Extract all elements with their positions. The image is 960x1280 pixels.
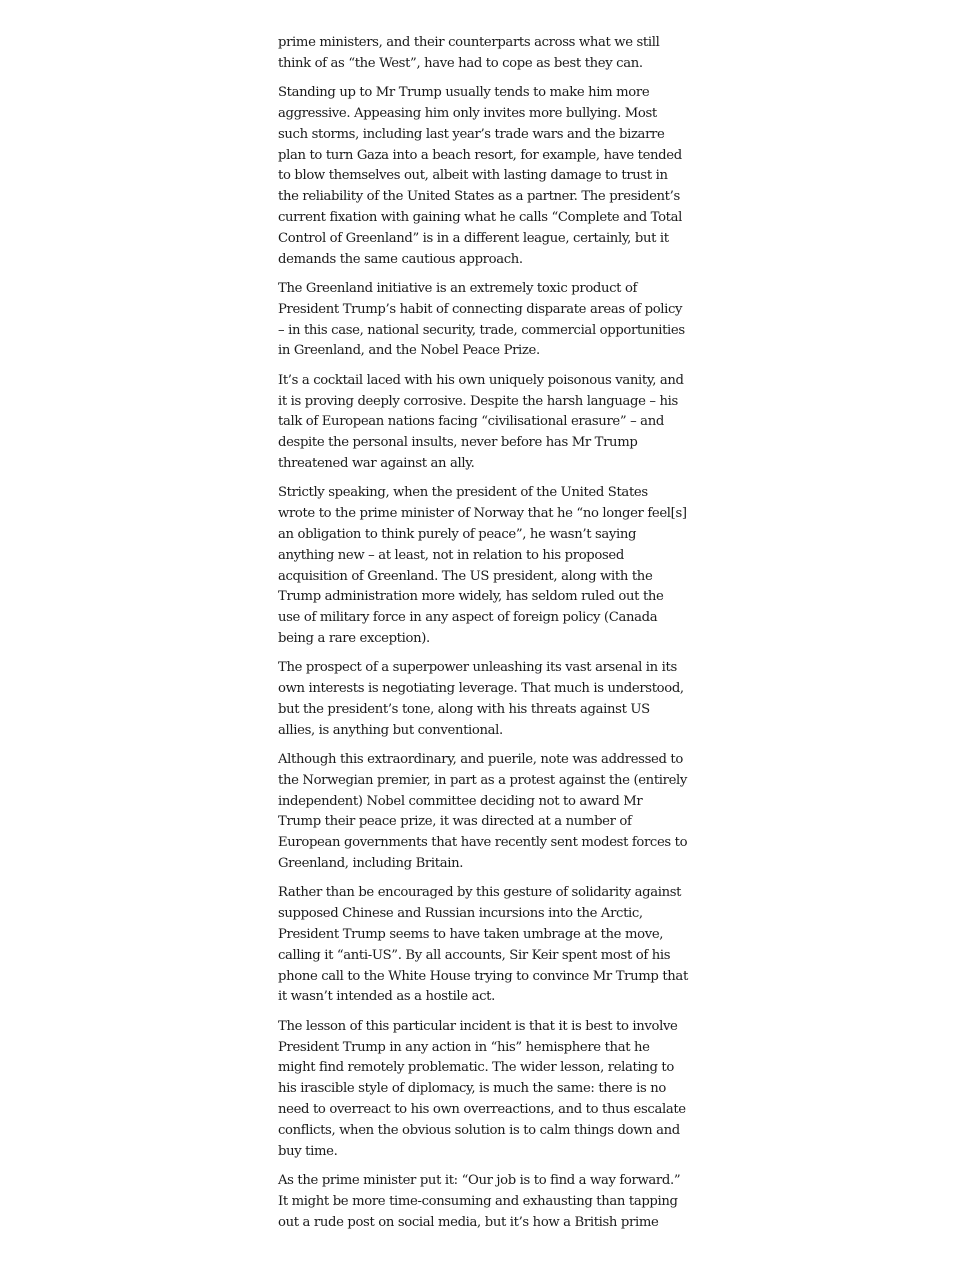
- article-paragraph: It’s a cocktail laced with his own uniquely poisonous vanity, and it is proving deeply corrosive. Despite the harsh language – his talk of European nations facing “civilisational erasure” – and despite the personal insults, never before has Mr Trump threatened war against an ally.: [278, 372, 684, 471]
- article-paragraph: Rather than be encouraged by this gesture of solidarity against supposed Chinese and Russian incursions into the Arctic, President Trump seems to have taken umbrage at the move, calling it “anti-US”. By all accounts, Sir Keir spent most of his phone call to the White House trying to convince Mr Trump that it wasn’t intended as a hostile act.: [278, 885, 688, 1005]
- article-paragraph: Strictly speaking, when the president of the United States wrote to the prime minister of Norway that he “no longer feel[s] an obligation to think purely of peace”, he wasn’t saying anything new – at least, not in relation to his proposed acquisition of Greenland. The US president, along with the Trump administration more widely, has seldom ruled out the use of military force in any aspect of foreign policy (Canada being a rare exception).: [278, 485, 687, 646]
- article-paragraph: Standing up to Mr Trump usually tends to make him more aggressive. Appeasing him only invites more bullying. Most such storms, including last year’s trade wars and the bizarre plan to turn Gaza into a beach resort, for example, have tended to blow themselves out, albeit with lasting damage to trust in the reliability of the United States as a partner. The president’s current fixation with gaining what he calls “Complete and Total Control of Greenland” is in a different league, certainly, but it demands the same cautious approach.: [278, 85, 682, 267]
- article-paragraph: The Greenland initiative is an extremely toxic product of President Trump’s habit of connecting disparate areas of policy – in this case, national security, trade, commercial opportunities in Greenland, and the Nobel Peace Prize.: [278, 280, 685, 359]
- article-paragraph: Although this extraordinary, and puerile, note was addressed to the Norwegian premier, in part as a protest against the (entirely independent) Nobel committee deciding not to award Mr Trump their peace prize, it was directed at a number of European governments that have recently sent modest forces to Greenland, including Britain.: [278, 752, 688, 872]
- article-paragraph: The lesson of this particular incident is that it is best to involve President Trump in any action in “his” hemisphere that he might find remotely problematic. The wider lesson, relating to his irascible style of diplomacy, is much the same: there is no need to overreact to his own overreactions, and to thus escalate conflicts, when the obvious solution is to calm things down and buy time.: [278, 1018, 686, 1159]
- article-paragraph: The prospect of a superpower unleashing its vast arsenal in its own interests is negotiating leverage. That much is understood, but the president’s tone, along with his threats against US allies, is anything but conventional.: [278, 660, 684, 738]
- article-body: [278, 33, 688, 1242]
- article-paragraph: As the prime minister put it: “Our job is to find a way forward.” It might be more time-consuming and exhausting than tapping out a rude post on social media, but it’s how a British prime: [278, 1172, 681, 1230]
- article-paragraph: prime ministers, and their counterparts across what we still think of as “the West”, have had to cope as best they can.: [278, 35, 660, 71]
